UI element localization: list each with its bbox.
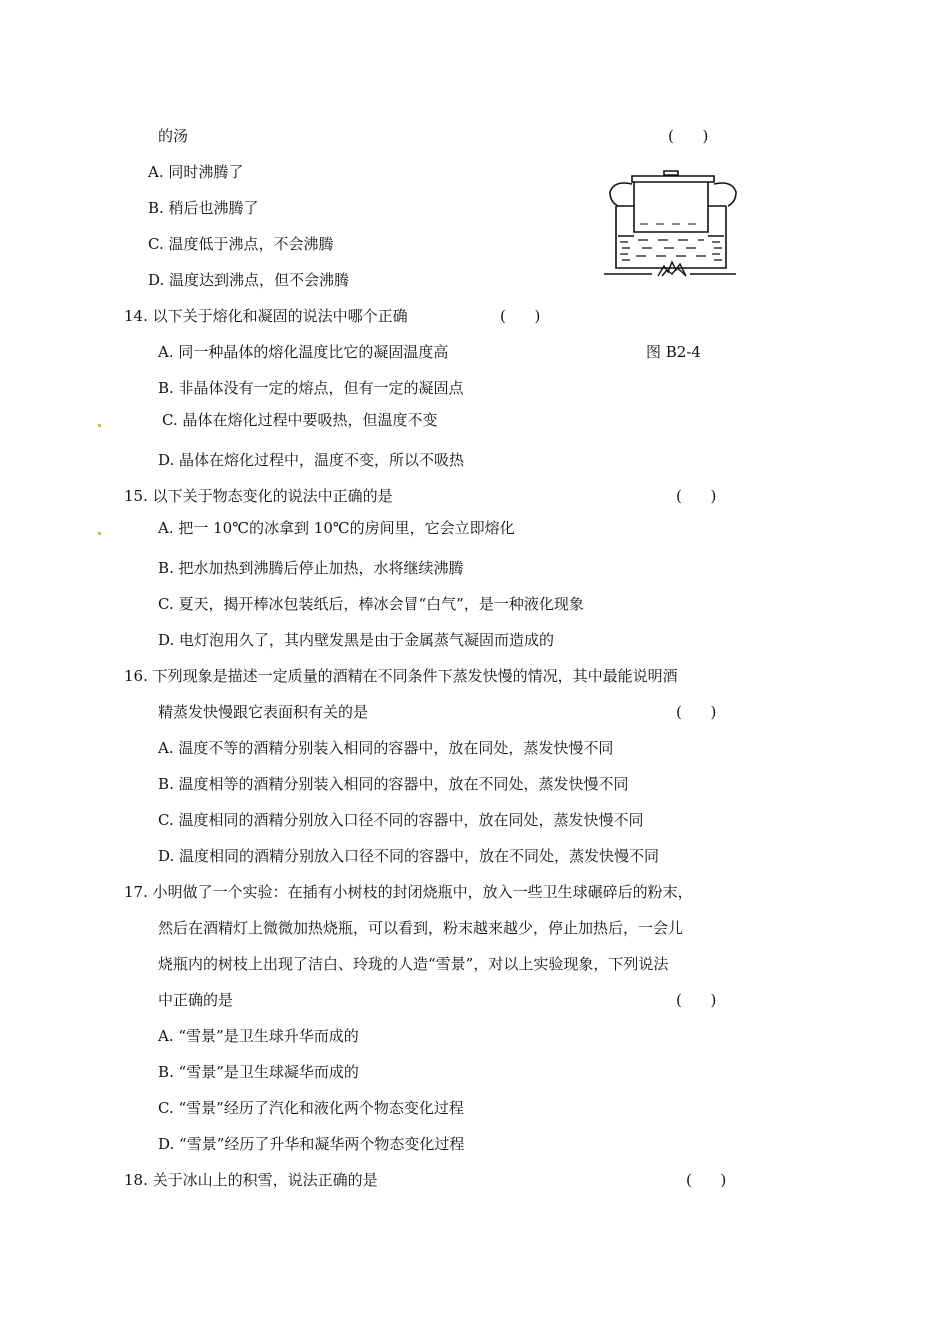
q15-option-c[interactable]: C. 夏天，揭开棒冰包装纸后，棒冰会冒“白气”，是一种液化现象 xyxy=(158,595,584,613)
q14-option-c[interactable]: C. 晶体在熔化过程中要吸热，但温度不变 xyxy=(162,411,438,429)
q16-stem-line-1: 16. 下列现象是描述一定质量的酒精在不同条件下蒸发快慢的情况，其中最能说明酒 xyxy=(124,667,678,685)
q13-option-c[interactable]: C. 温度低于沸点，不会沸腾 xyxy=(148,235,334,253)
q16-answer-blank[interactable]: ( ) xyxy=(676,703,717,721)
q17-stem-line-2: 然后在酒精灯上微微加热烧瓶，可以看到，粉末越来越少，停止加热后，一会儿 xyxy=(158,919,684,937)
q18-stem: 18. 关于冰山上的积雪，说法正确的是 xyxy=(124,1171,378,1189)
q13-answer-blank[interactable]: ( ) xyxy=(668,127,709,145)
q17-answer-blank[interactable]: ( ) xyxy=(676,991,717,1009)
q14-answer-blank[interactable]: ( ) xyxy=(500,307,541,325)
q18-answer-blank[interactable]: ( ) xyxy=(686,1171,727,1189)
q17-option-a[interactable]: A. “雪景”是卫生球升华而成的 xyxy=(158,1027,359,1045)
figure-caption: 图 B2-4 xyxy=(646,343,701,361)
q13-stem-tail: 的汤 xyxy=(158,127,189,145)
q13-option-d[interactable]: D. 温度达到沸点，但不会沸腾 xyxy=(148,271,350,289)
q14-stem: 14. 以下关于熔化和凝固的说法中哪个正确 xyxy=(124,307,408,325)
q17-option-c[interactable]: C. “雪景”经历了汽化和液化两个物态变化过程 xyxy=(158,1099,464,1117)
q17-option-b[interactable]: B. “雪景”是卫生球凝华而成的 xyxy=(158,1063,359,1081)
q15-answer-blank[interactable]: ( ) xyxy=(676,487,717,505)
yellow-mark-dot xyxy=(98,532,101,535)
q16-stem-line-2: 精蒸发快慢跟它表面积有关的是 xyxy=(158,703,369,721)
q15-option-b[interactable]: B. 把水加热到沸腾后停止加热，水将继续沸腾 xyxy=(158,559,464,577)
q15-stem: 15. 以下关于物态变化的说法中正确的是 xyxy=(124,487,393,505)
q13-option-a[interactable]: A. 同时沸腾了 xyxy=(148,163,244,181)
q16-option-c[interactable]: C. 温度相同的酒精分别放入口径不同的容器中，放在同处，蒸发快慢不同 xyxy=(158,811,644,829)
double-boiler-figure xyxy=(602,164,740,282)
q16-option-b[interactable]: B. 温度相等的酒精分别装入相同的容器中，放在不同处，蒸发快慢不同 xyxy=(158,775,629,793)
q15-option-d[interactable]: D. 电灯泡用久了，其内壁发黑是由于金属蒸气凝固而造成的 xyxy=(158,631,555,649)
q17-stem-line-4: 中正确的是 xyxy=(158,991,234,1009)
q14-option-b[interactable]: B. 非晶体没有一定的熔点，但有一定的凝固点 xyxy=(158,379,464,397)
q15-option-a[interactable]: A. 把一 10℃的冰拿到 10℃的房间里，它会立即熔化 xyxy=(158,519,515,537)
q16-option-a[interactable]: A. 温度不等的酒精分别装入相同的容器中，放在同处，蒸发快慢不同 xyxy=(158,739,614,757)
q17-stem-line-3: 烧瓶内的树枝上出现了洁白、玲珑的人造“雪景”，对以上实验现象，下列说法 xyxy=(158,955,669,973)
q14-option-d[interactable]: D. 晶体在熔化过程中，温度不变，所以不吸热 xyxy=(158,451,465,469)
q16-option-d[interactable]: D. 温度相同的酒精分别放入口径不同的容器中，放在不同处，蒸发快慢不同 xyxy=(158,847,660,865)
q17-option-d[interactable]: D. “雪景”经历了升华和凝华两个物态变化过程 xyxy=(158,1135,465,1153)
q17-stem-line-1: 17. 小明做了一个实验：在插有小树枝的封闭烧瓶中，放入一些卫生球碾碎后的粉末， xyxy=(124,883,693,901)
q14-option-a[interactable]: A. 同一种晶体的熔化温度比它的凝固温度高 xyxy=(158,343,449,361)
yellow-mark-dot xyxy=(98,424,101,427)
q13-option-b[interactable]: B. 稍后也沸腾了 xyxy=(148,199,259,217)
